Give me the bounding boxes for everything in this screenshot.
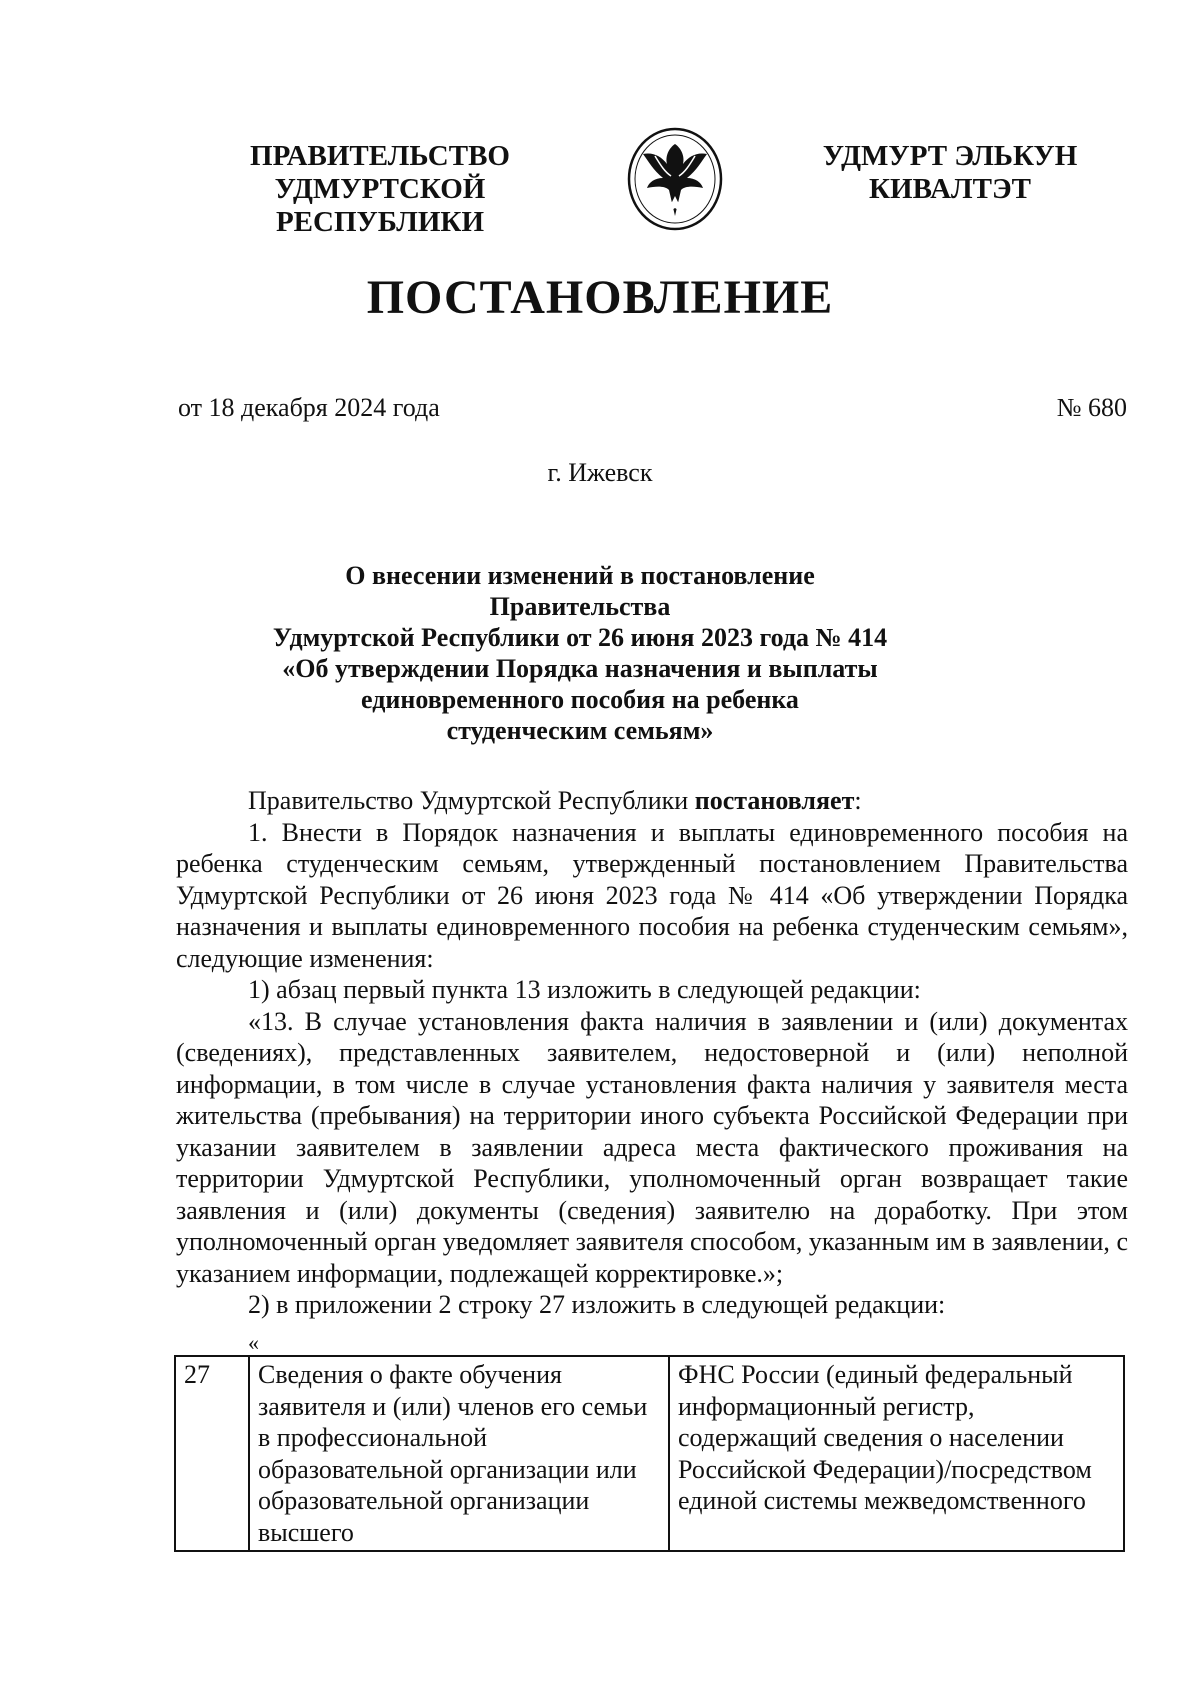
document-city: г. Ижевск <box>547 458 653 487</box>
coat-of-arms-icon <box>625 126 725 232</box>
document-number: № 680 <box>1056 393 1127 422</box>
document-subject <box>270 560 890 746</box>
subject-line-3: «Об утверждении Порядка назначения и выплаты <box>282 654 878 683</box>
document-body <box>176 785 1128 1321</box>
intro-text: Правительство Удмуртской Республики <box>248 786 695 815</box>
issuer-udmurt-line-1: УДМУРТ ЭЛЬКУН <box>822 140 1078 172</box>
subject-line-4: единовременного пособия на ребенка <box>361 685 799 714</box>
information-description-cell: Сведения о факте обучения заявителя и (или) членов его семьи в профессиональной образовательной организации или образовательной организации высшего <box>249 1356 669 1551</box>
issuer-name-russian <box>170 140 590 239</box>
information-source-cell: ФНС России (единый федеральный информационный регистр, содержащий сведения о населении Российской Федерации)/посредством единой системы межведомственного <box>669 1356 1124 1551</box>
table-row <box>175 1356 1124 1551</box>
document-date: от 18 декабря 2024 года <box>178 393 440 422</box>
issuer-name-udmurt <box>800 140 1100 206</box>
subject-line-5: студенческим семьям» <box>446 716 714 745</box>
row-number-cell: 27 <box>175 1356 249 1551</box>
issuer-line-1: ПРАВИТЕЛЬСТВО <box>250 140 510 172</box>
issuer-line-2: УДМУРТСКОЙ РЕСПУБЛИКИ <box>274 173 486 238</box>
amendment-table <box>174 1355 1125 1552</box>
quote-open-mark: « <box>248 1330 259 1355</box>
paragraph-1-subitem-1: 1) абзац первый пункта 13 изложить в следующей редакции: <box>248 975 921 1004</box>
subject-line-2: Удмуртской Республики от 26 июня 2023 года № 414 <box>272 623 888 652</box>
document-type-title: ПОСТАНОВЛЕНИЕ <box>366 271 834 324</box>
paragraph-1-subitem-2: 2) в приложении 2 строку 27 изложить в следующей редакции: <box>248 1290 946 1319</box>
paragraph-13-new-text: «13. В случае установления факта наличия в заявлении и (или) документах (сведениях), представленных заявителем, недостоверной и (или) неполной информации, в том числе в случае установления факта наличия у заявителя места жительства (пребывания) на территории иного субъекта Российской Федерации при указании заявителем в заявлении адреса места фактического проживания на территории Удмуртской Республики, уполномоченный орган возвращает такие заявления и (или) документы (сведения) заявителю на доработку. При этом уполномоченный орган уведомляет заявителя способом, указанным им в заявлении, с указанием информации, подлежащей корректировке.»; <box>176 1006 1128 1288</box>
paragraph-1: 1. Внести в Порядок назначения и выплаты единовременного пособия на ребенка студенческим семьям, утвержденный постановлением Правительства Удмуртской Республики от 26 июня 2023 года № 414 «Об утверждении Порядка назначения и выплаты единовременного пособия на ребенка студенческим семьям», следующие изменения: <box>176 817 1128 973</box>
subject-line-1: О внесении изменений в постановление Правительства <box>345 561 815 621</box>
intro-keyword: постановляет <box>694 786 855 815</box>
intro-colon: : <box>854 786 862 815</box>
resolution-intro <box>176 785 1128 817</box>
issuer-udmurt-line-2: КИВАЛТЭТ <box>868 173 1031 205</box>
